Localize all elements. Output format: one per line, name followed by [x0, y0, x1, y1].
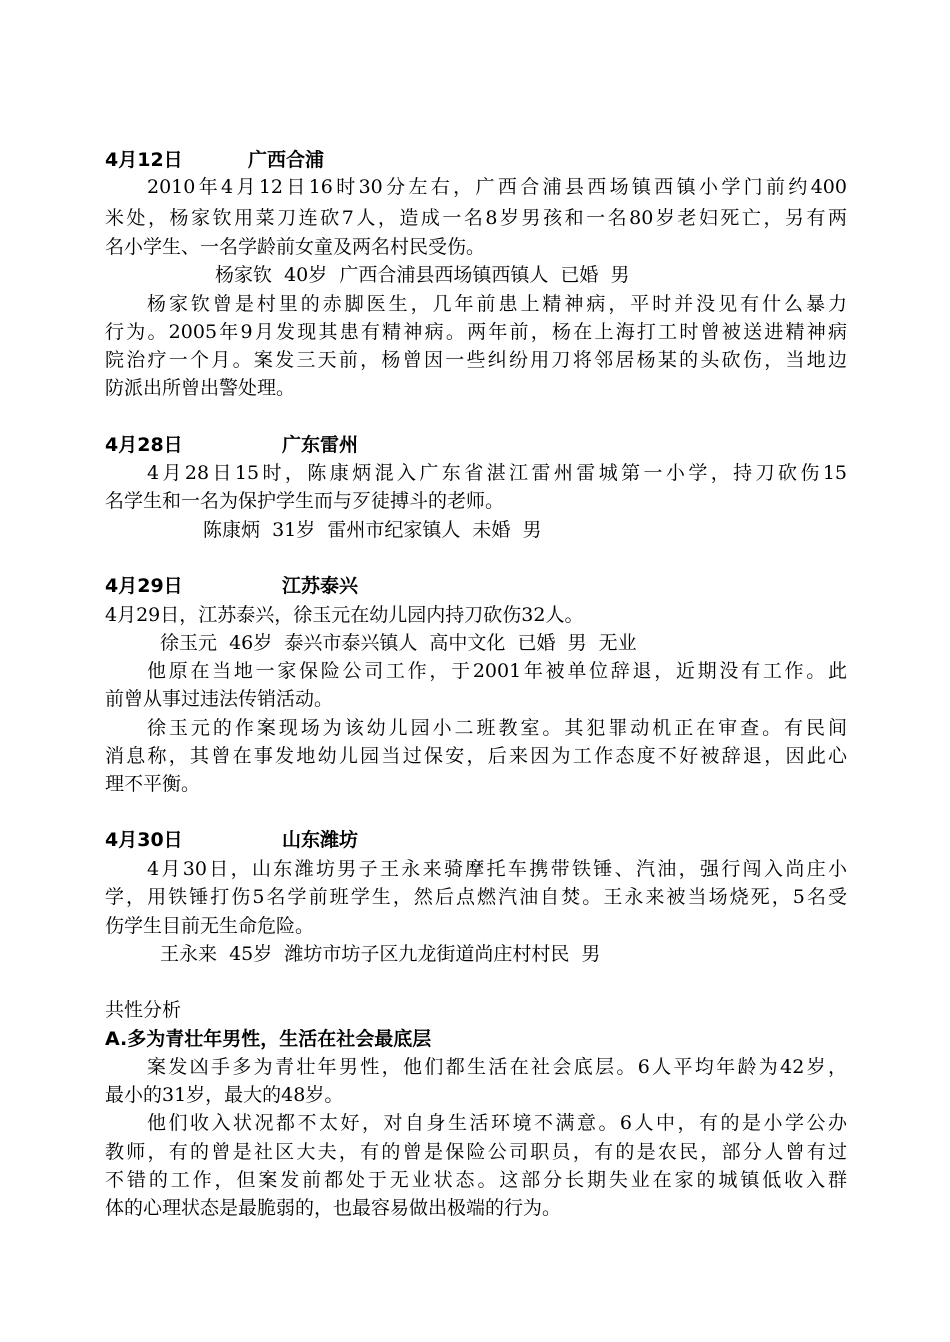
paragraph-line: 他们收入状况都不太好，对自身生活环境不满意。6人中，有的是小学公办	[147, 1112, 847, 1134]
paragraph-line: 学，用铁锤打伤5名学前班学生，然后点燃汽油自焚。王永来被当场烧死，5名受	[105, 886, 847, 908]
paragraph-line: 理不平衡。	[105, 773, 201, 795]
analysis-heading: A.多为青壮年男性，生活在社会最底层	[105, 1028, 432, 1050]
analysis-title: 共性分析	[105, 999, 182, 1021]
section-date: 4月30日	[105, 829, 183, 851]
paragraph-line: 他原在当地一家保险公司工作，于2001年被单位辞退，近期没有工作。此	[147, 660, 847, 682]
person-profile: 陈康炳 31岁 雷州市纪家镇人 未婚 男	[203, 519, 542, 541]
section-heading	[105, 573, 359, 599]
paragraph-line: 杨家钦曾是村里的赤脚医生，几年前患上精神病，平时并没见有什么暴力	[147, 293, 847, 315]
paragraph-line: 防派出所曾出警处理。	[105, 377, 296, 399]
section-heading	[105, 147, 325, 173]
paragraph-line: 不错的工作，但案发前都处于无业状态。这部分长期失业在家的城镇低收入群	[105, 1169, 847, 1191]
section-place: 山东潍坊	[282, 829, 359, 851]
paragraph-line: 4月30日，山东潍坊男子王永来骑摩托车携带铁锤、汽油，强行闯入尚庄小	[147, 858, 847, 880]
paragraph-line: 2010年4月12日16时30分左右，广西合浦县西场镇西镇小学门前约400	[147, 176, 847, 198]
paragraph-line: 行为。2005年9月发现其患有精神病。两年前，杨在上海打工时曾被送进精神病	[105, 321, 847, 343]
section-heading	[105, 827, 359, 853]
section-date: 4月12日	[105, 149, 183, 171]
section-heading	[105, 432, 359, 458]
section-place: 广东雷州	[282, 434, 359, 456]
paragraph-line: 消息称，其曾在事发地幼儿园当过保安，后来因为工作态度不好被辞退，因此心	[105, 745, 847, 767]
section-place: 广西合浦	[248, 149, 325, 171]
paragraph-line: 教师，有的曾是社区大夫，有的曾是保险公司职员，有的是农民，部分人曾有过	[105, 1141, 847, 1163]
paragraph-line: 院治疗一个月。案发三天前，杨曾因一些纠纷用刀将邻居杨某的头砍伤，当地边	[105, 349, 847, 371]
section-date: 4月29日	[105, 575, 183, 597]
paragraph-line: 名小学生、一名学龄前女童及两名村民受伤。	[105, 236, 486, 258]
paragraph-line: 米处，杨家钦用菜刀连砍7人，造成一名8岁男孩和一名80岁老妇死亡，另有两	[105, 207, 847, 229]
paragraph-line: 名学生和一名为保护学生而与歹徒搏斗的老师。	[105, 490, 505, 512]
person-profile: 杨家钦 40岁 广西合浦县西场镇西镇人 已婚 男	[215, 264, 630, 286]
paragraph-line: 前曾从事过违法传销活动。	[105, 688, 334, 710]
paragraph-line: 4月28日15时，陈康炳混入广东省湛江雷州雷城第一小学，持刀砍伤15	[147, 462, 847, 484]
paragraph-line: 案发凶手多为青壮年男性，他们都生活在社会底层。6人平均年龄为42岁，	[147, 1056, 847, 1078]
section-date: 4月28日	[105, 434, 183, 456]
paragraph-line: 4月29日，江苏泰兴，徐玉元在幼儿园内持刀砍伤32人。	[105, 604, 584, 626]
paragraph-line: 最小的31岁，最大的48岁。	[105, 1084, 344, 1106]
paragraph-line: 伤学生目前无生命危险。	[105, 915, 315, 937]
section-place: 江苏泰兴	[282, 575, 359, 597]
paragraph-line: 体的心理状态是最脆弱的，也最容易做出极端的行为。	[105, 1197, 562, 1219]
paragraph-line: 徐玉元的作案现场为该幼儿园小二班教室。其犯罪动机正在审查。有民间	[147, 717, 847, 739]
person-profile: 徐玉元 46岁 泰兴市泰兴镇人 高中文化 已婚 男 无业	[160, 632, 637, 654]
person-profile: 王永来 45岁 潍坊市坊子区九龙街道尚庄村村民 男	[160, 943, 601, 965]
